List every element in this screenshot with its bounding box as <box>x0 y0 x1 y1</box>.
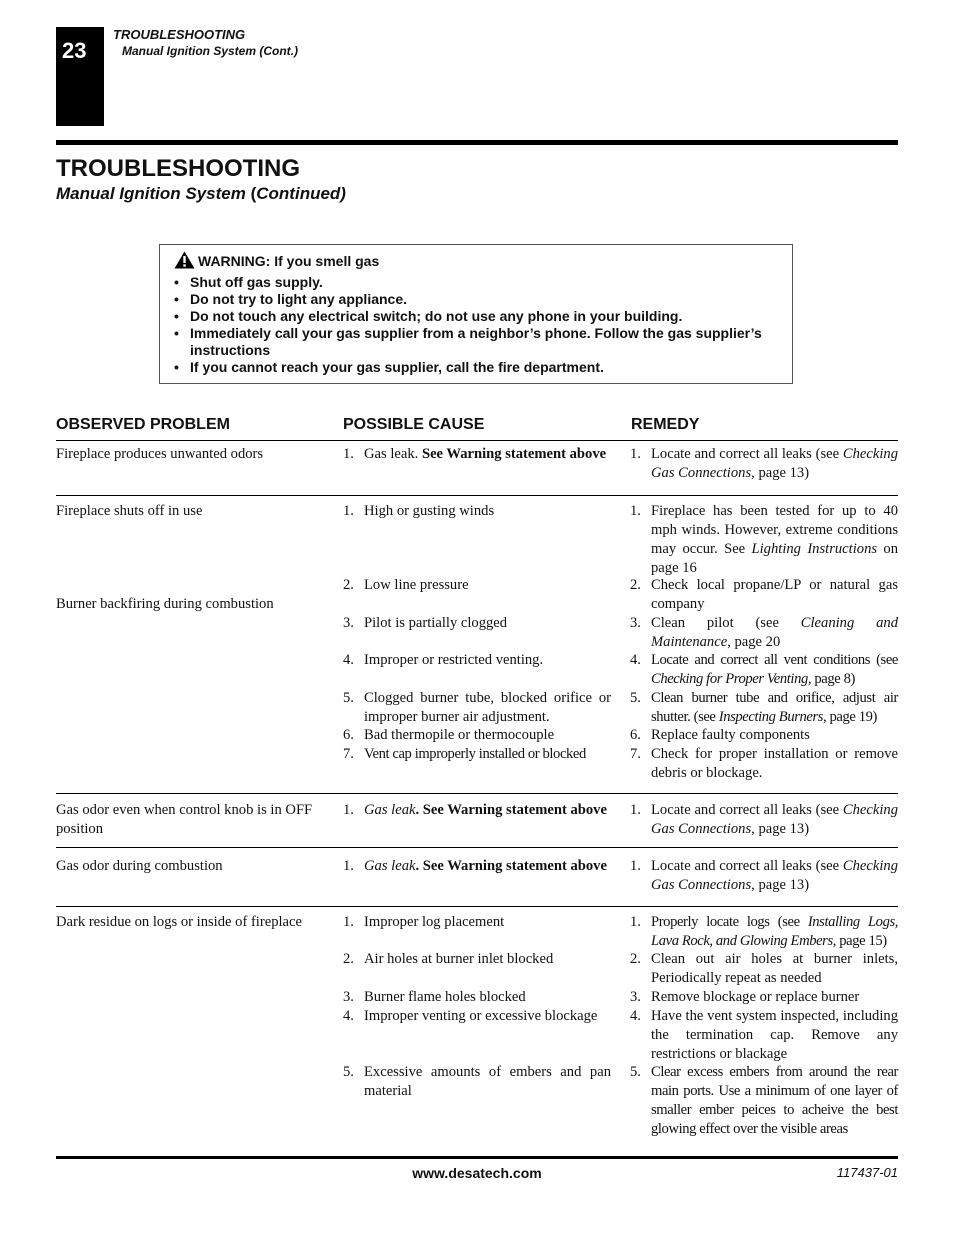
remedy-item: 7. Check for proper installation or remove debris or blockage. <box>630 746 898 781</box>
remedy-item: 1. Locate and correct all leaks (see Checking Gas Connections, page 13) <box>630 858 898 893</box>
top-rule <box>56 140 898 145</box>
problem-cell: Gas odor even when control knob is in OFF position <box>56 802 313 837</box>
problem-cell: Dark residue on logs or inside of fireplace <box>56 914 302 930</box>
gas-warning-box <box>159 244 793 384</box>
remedy-item: 3. Remove blockage or replace burner <box>630 989 860 1005</box>
warning-heading: WARNING: If you smell gas <box>174 251 379 269</box>
warning-item: • Shut off gas supply. <box>174 274 323 290</box>
problem-cell: Burner backfiring during combustion <box>56 596 274 612</box>
column-header-possible-cause: POSSIBLE CAUSE <box>343 416 485 433</box>
warning-item: • Do not try to light any appliance. <box>174 291 408 307</box>
row-divider <box>56 495 898 496</box>
cause-item: 7. Vent cap improperly installed or blocked <box>343 746 586 762</box>
warning-item: • Do not touch any electrical switch; do not use any phone in your building. <box>174 308 683 324</box>
remedy-item: 6. Replace faulty components <box>630 727 810 743</box>
remedy-item: 5. Clean burner tube and orifice, adjust air shutter. (see Inspecting Burners, page 19) <box>630 690 898 725</box>
problem-cell: Fireplace produces unwanted odors <box>56 446 264 462</box>
cause-item: 4. Improper venting or excessive blockage <box>343 1008 598 1024</box>
remedy-item: 1. Locate and correct all leaks (see Checking Gas Connections, page 13) <box>630 446 898 481</box>
bottom-rule <box>56 1156 898 1159</box>
cause-item: 1. Improper log placement <box>343 914 505 930</box>
remedy-item: 2. Clean out air holes at burner inlets, Periodically repeat as needed <box>630 951 898 986</box>
warning-item: • Immediately call your gas supplier from a neighbor’s phone. Follow the gas supplier’s instructions <box>174 325 762 358</box>
problem-cell: Gas odor during combustion <box>56 858 223 874</box>
warning-triangle-icon <box>174 251 195 269</box>
page-number: 23 <box>62 38 87 63</box>
row-divider <box>56 906 898 907</box>
remedy-item: 3. Clean pilot (see Cleaning and Maintenance, page 20 <box>630 615 898 650</box>
cause-item: 3. Pilot is partially clogged <box>343 615 508 631</box>
remedy-item: 1. Fireplace has been tested for up to 40 mph winds. However, extreme conditions may occur. See Lighting Instructions on page 16 <box>630 503 898 576</box>
column-header-observed-problem: OBSERVED PROBLEM <box>56 416 230 433</box>
problem-cell: Fireplace shuts off in use <box>56 503 203 519</box>
remedy-item: 1. Locate and correct all leaks (see Checking Gas Connections, page 13) <box>630 802 898 837</box>
warning-item: • If you cannot reach your gas supplier, call the fire department. <box>174 359 604 375</box>
cause-item: 1. Gas leak. See Warning statement above <box>343 446 607 462</box>
remedy-item: 4. Locate and correct all vent conditions (see Checking for Proper Venting, page 8) <box>630 652 898 687</box>
remedy-item: 1. Properly locate logs (see Installing Logs, Lava Rock, and Glowing Embers, page 15) <box>630 914 898 949</box>
remedy-item: 5. Clear excess embers from around the rear main ports. Use a minimum of one layer of smaller ember peices to acheive the best glowing effect over the visible areas <box>630 1064 898 1137</box>
cause-item: 2. Air holes at burner inlet blocked <box>343 951 554 967</box>
remedy-item: 2. Check local propane/LP or natural gas company <box>630 577 898 612</box>
page-title: TROUBLESHOOTING <box>56 155 300 182</box>
running-header-title: TROUBLESHOOTING <box>113 27 246 42</box>
remedy-item: 4. Have the vent system inspected, including the termination cap. Remove any restrictions or blackage <box>630 1008 898 1062</box>
cause-item: 5. Clogged burner tube, blocked orifice or improper burner air adjustment. <box>343 690 611 725</box>
footer-website: www.desatech.com <box>412 1165 542 1181</box>
cause-item: 1. Gas leak. See Warning statement above <box>343 802 607 818</box>
row-divider <box>56 793 898 794</box>
page-subtitle: Manual Ignition System (Continued) <box>56 184 346 203</box>
cause-item: 4. Improper or restricted venting. <box>343 652 544 668</box>
cause-item: 1. Gas leak. See Warning statement above <box>343 858 607 874</box>
row-divider <box>56 847 898 848</box>
cause-item: 1. High or gusting winds <box>343 503 495 519</box>
cause-item: 6. Bad thermopile or thermocouple <box>343 727 555 743</box>
row-divider <box>56 440 898 441</box>
cause-item: 5. Excessive amounts of embers and pan material <box>343 1064 611 1099</box>
cause-item: 3. Burner flame holes blocked <box>343 989 526 1005</box>
running-header-subtitle: Manual Ignition System (Cont.) <box>122 44 298 58</box>
column-header-remedy: REMEDY <box>631 416 700 433</box>
cause-item: 2. Low line pressure <box>343 577 469 593</box>
footer-document-code: 117437-01 <box>836 1165 898 1180</box>
